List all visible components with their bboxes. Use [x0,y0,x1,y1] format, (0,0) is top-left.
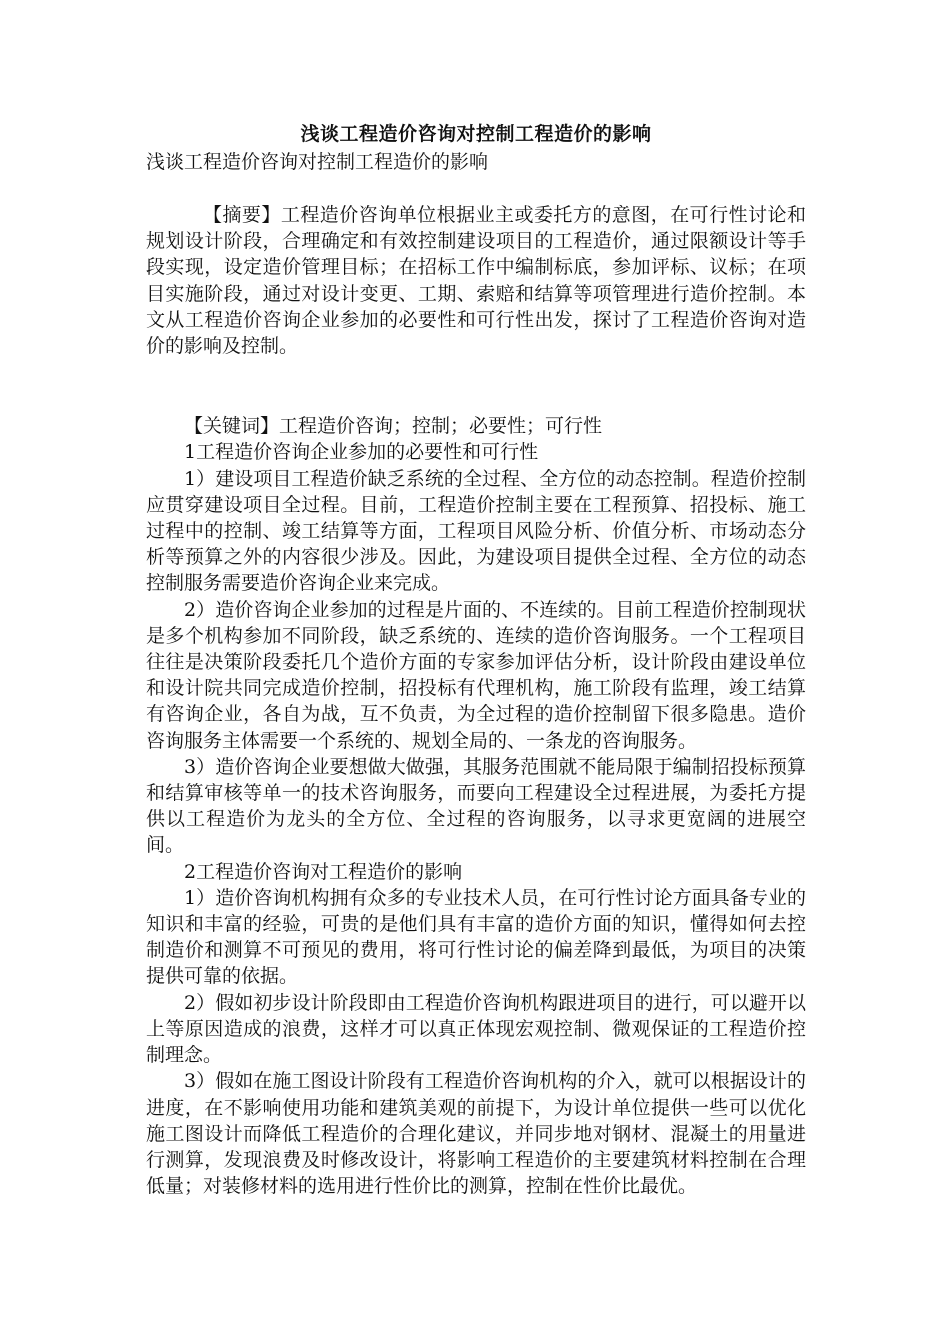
document-subtitle: 浅谈工程造价咨询对控制工程造价的影响 [146,151,489,173]
document-title: 浅谈工程造价咨询对控制工程造价的影响 [300,123,652,145]
section-1-paragraph-1: 1）建设项目工程造价缺乏系统的全过程、全方位的动态控制。程造价控制应贯穿建设项目全过程。目前，工程造价控制主要在工程预算、招投标、施工过程中的控制、竣工结算等方面，工程项目风险分析、价值分析、市场动态分析等预算之外的内容很少涉及。因此，为建设项目提供全过程、全方位的动态控制服务需要造价咨询企业来完成。 [146,467,806,595]
section-1-paragraph-3: 3）造价咨询企业要想做大做强，其服务范围就不能局限于编制招投标预算和结算审核等单一的技术咨询服务，而要向工程建设全过程进展，为委托方提供以工程造价为龙头的全方位、全过程的咨询服务，以寻求更宽阔的进展空间。 [146,755,806,857]
section-2-paragraph-2: 2）假如初步设计阶段即由工程造价咨询机构跟进项目的进行，可以避开以上等原因造成的浪费，这样才可以真正体现宏观控制、微观保证的工程造价控制理念。 [146,991,806,1067]
keywords-paragraph: 【关键词】工程造价咨询；控制；必要性；可行性 [184,415,603,438]
section-1-paragraph-2: 2）造价咨询企业参加的过程是片面的、不连续的。目前工程造价控制现状是多个机构参加不同阶段，缺乏系统的、连续的造价咨询服务。一个工程项目往往是决策阶段委托几个造价方面的专家参加评估分析，设计阶段由建设单位和设计院共同完成造价控制，招投标有代理机构，施工阶段有监理，竣工结算有咨询企业，各自为战，互不负责，为全过程的造价控制留下很多隐患。造价咨询服务主体需要一个系统的、规划全局的、一条龙的咨询服务。 [146,598,806,752]
section-1-heading: 1工程造价咨询企业参加的必要性和可行性 [184,441,539,464]
section-2-heading: 2工程造价咨询对工程造价的影响 [184,860,463,883]
section-2-paragraph-1: 1）造价咨询机构拥有众多的专业技术人员，在可行性讨论方面具备专业的知识和丰富的经验，可贵的是他们具有丰富的造价方面的知识，懂得如何去控制造价和测算不可预见的费用，将可行性讨论的偏差降到最低，为项目的决策提供可靠的依据。 [146,886,806,988]
document-page [146,120,806,1199]
section-2-paragraph-3: 3）假如在施工图设计阶段有工程造价咨询机构的介入，就可以根据设计的进度，在不影响使用功能和建筑美观的前提下，为设计单位提供一些可以优化施工图设计而降低工程造价的合理化建议，并同步地对钢材、混凝土的用量进行测算，发现浪费及时修改设计，将影响工程造价的主要建筑材料控制在合理低量；对装修材料的选用进行性价比的测算，控制在性价比最优。 [146,1070,806,1198]
abstract-paragraph: 【摘要】工程造价咨询单位根据业主或委托方的意图，在可行性讨论和规划设计阶段，合理确定和有效控制建设项目的工程造价，通过限额设计等手段实现，设定造价管理目标；在招标工作中编制标底，参加评标、议标；在项目实施阶段，通过对设计变更、工期、索赔和结算等项管理进行造价控制。本文从工程造价咨询企业参加的必要性和可行性出发，探讨了工程造价咨询对造价的影响及控制。 [146,204,806,358]
